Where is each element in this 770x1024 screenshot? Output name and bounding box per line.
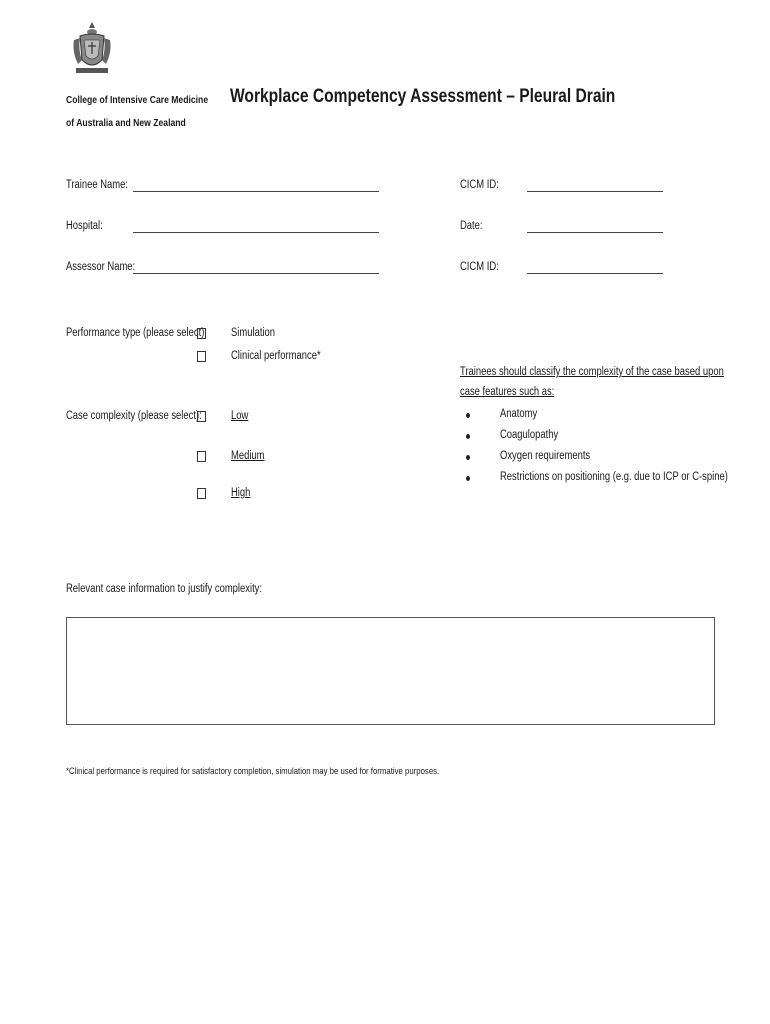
justification-label: Relevant case information to justify complexity: [66, 583, 263, 595]
case-complexity-label: Case complexity (please select): [66, 410, 202, 422]
trainee-cicm-id-label: CICM ID: [460, 179, 499, 191]
trainee-name-field[interactable] [133, 191, 379, 192]
bullet-icon [466, 413, 470, 418]
assessor-name-label: Assessor Name: [66, 261, 136, 273]
feature-item-oxygen: Oxygen requirements [500, 450, 591, 462]
medium-complexity-option-label: Medium [231, 450, 265, 462]
complexity-guidance-line2: case features such as: [460, 386, 555, 398]
bullet-icon [466, 455, 470, 460]
organization-name-line1: College of Intensive Care Medicine [66, 94, 209, 106]
justification-textarea[interactable] [66, 617, 715, 725]
performance-type-label: Performance type (please select): [66, 327, 208, 339]
high-complexity-checkbox[interactable] [197, 488, 206, 499]
trainee-name-label: Trainee Name: [66, 179, 129, 191]
high-complexity-option-label: High [231, 487, 251, 499]
low-complexity-option-label: Low [231, 410, 249, 422]
form-title: Workplace Competency Assessment – Pleural Drain [230, 86, 616, 107]
assessor-cicm-id-field[interactable] [527, 273, 663, 274]
simulation-checkbox[interactable] [197, 328, 206, 339]
assessor-name-field[interactable] [133, 273, 379, 274]
organization-name-line2: of Australia and New Zealand [66, 117, 186, 129]
assessor-cicm-id-label: CICM ID: [460, 261, 499, 273]
feature-item-anatomy: Anatomy [500, 408, 538, 420]
complexity-guidance-line1: Trainees should classify the complexity of the case based upon [460, 366, 724, 378]
footnote: *Clinical performance is required for satisfactory completion, simulation may be used for formative purposes. [66, 766, 440, 777]
clinical-performance-checkbox[interactable] [197, 351, 206, 362]
hospital-field[interactable] [133, 232, 379, 233]
feature-item-coagulopathy: Coagulopathy [500, 429, 559, 441]
medium-complexity-checkbox[interactable] [197, 451, 206, 462]
clinical-performance-option-label: Clinical performance* [231, 350, 321, 362]
date-label: Date: [460, 220, 483, 232]
bullet-icon [466, 476, 470, 481]
hospital-label: Hospital: [66, 220, 103, 232]
date-field[interactable] [527, 232, 663, 233]
feature-item-positioning: Restrictions on positioning (e.g. due to ICP or C-spine) [500, 471, 728, 483]
bullet-icon [466, 434, 470, 439]
college-crest-logo [70, 20, 114, 78]
low-complexity-checkbox[interactable] [197, 411, 206, 422]
trainee-cicm-id-field[interactable] [527, 191, 663, 192]
simulation-option-label: Simulation [231, 327, 276, 339]
